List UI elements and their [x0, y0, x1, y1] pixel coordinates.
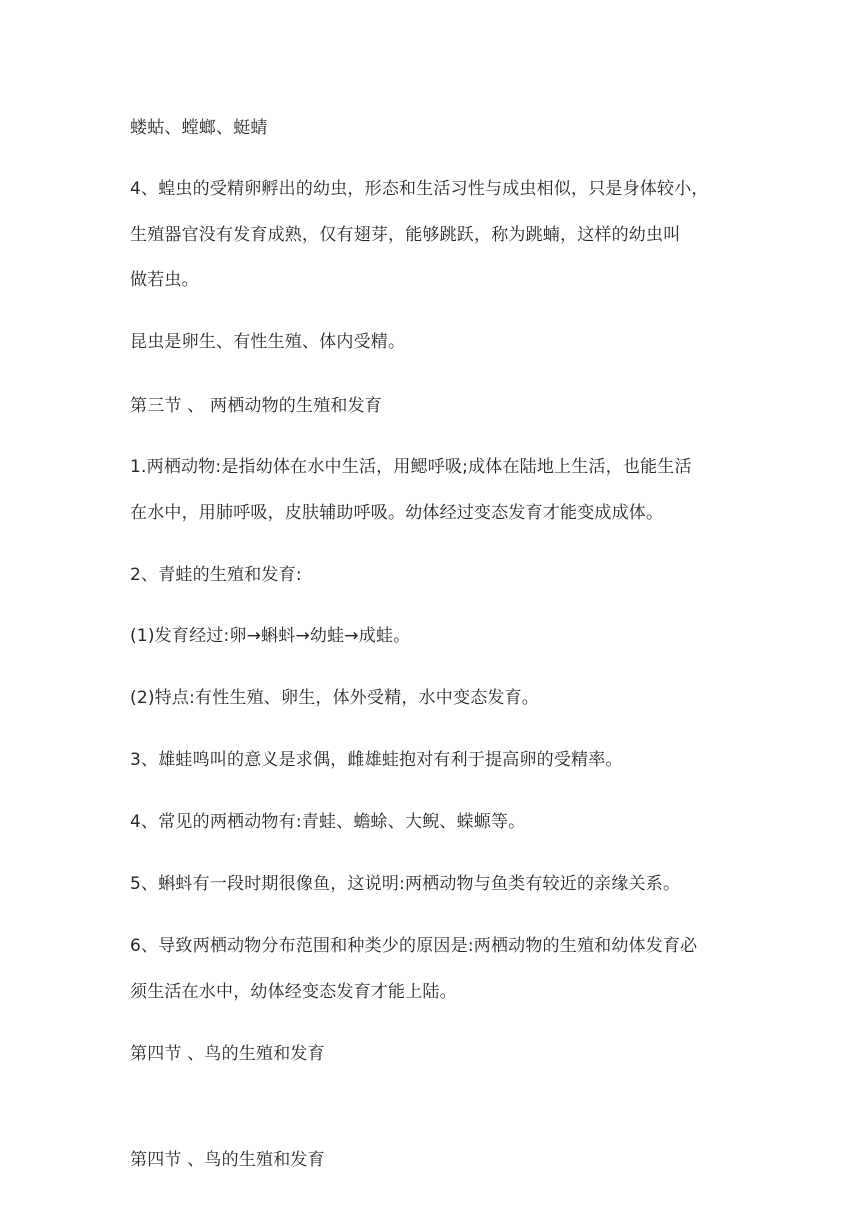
section-heading: 第四节 、鸟的生殖和发育: [130, 1150, 325, 1170]
text-line: 生殖器官没有发育成熟，仅有翅芽，能够跳跃，称为跳蝻，这样的幼虫叫: [130, 225, 681, 245]
text-line: 5、蝌蚪有一段时期很像鱼，这说明:两栖动物与鱼类有较近的亲缘关系。: [130, 874, 681, 894]
text-line: 4、蝗虫的受精卵孵出的幼虫，形态和生活习性与成虫相似，只是身体较小，: [130, 179, 709, 199]
section-heading: 第四节 、鸟的生殖和发育: [130, 1044, 325, 1064]
text-line: 6、导致两栖动物分布范围和种类少的原因是:两栖动物的生殖和幼体发育必: [130, 936, 698, 956]
text-line: (1)发育经过:卵→蝌蚪→幼蛙→成蛙。: [130, 626, 411, 646]
text-line: 做若虫。: [130, 270, 199, 290]
text-line: 2、青蛙的生殖和发育:: [130, 565, 302, 585]
text-line: 在水中，用肺呼吸，皮肤辅助呼吸。幼体经过变态发育才能变成成体。: [130, 503, 664, 523]
text-line: 蝼蛄、螳螂、蜓蜻: [130, 118, 268, 138]
text-line: (2)特点:有性生殖、卵生，体外受精，水中变态发育。: [130, 688, 540, 708]
text-line: 4、常见的两栖动物有:青蛙、蟾蜍、大鲵、蝾螈等。: [130, 812, 526, 832]
text-line: 3、雄蛙鸣叫的意义是求偶，雌雄蛙抱对有利于提高卵的受精率。: [130, 750, 623, 770]
text-line: 昆虫是卵生、有性生殖、体内受精。: [130, 332, 406, 352]
text-line: 须生活在水中，幼体经变态发育才能上陆。: [130, 982, 457, 1002]
text-line: 1.两栖动物:是指幼体在水中生活，用鳃呼吸;成体在陆地上生活，也能生活: [130, 457, 692, 477]
section-heading: 第三节 、 两栖动物的生殖和发育: [130, 396, 383, 416]
